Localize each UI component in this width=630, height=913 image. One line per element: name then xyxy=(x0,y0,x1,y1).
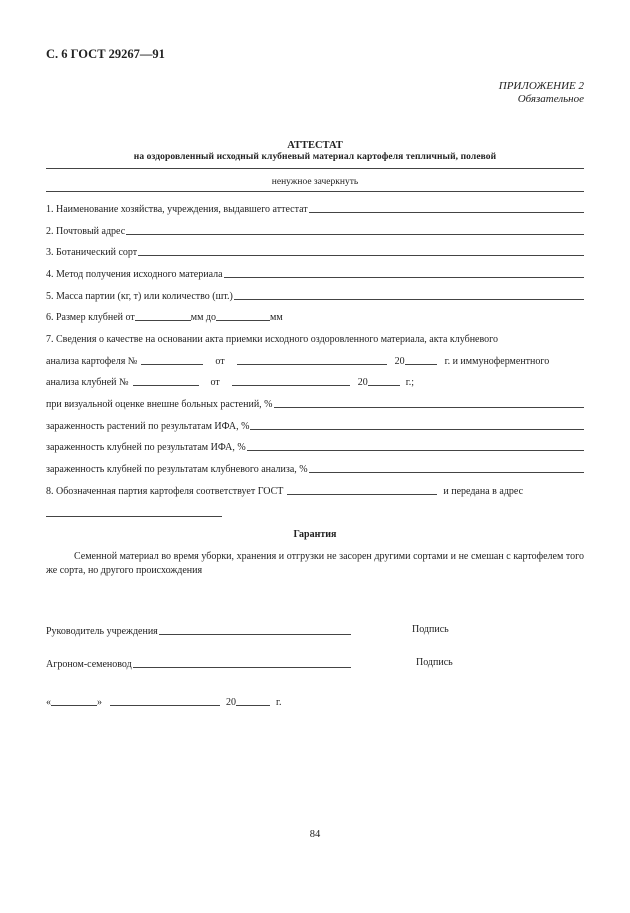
signature-head-label: Руководитель учреждения xyxy=(46,626,158,637)
analysis-number-blank[interactable] xyxy=(133,385,199,386)
field-method[interactable] xyxy=(46,266,584,280)
field-variety[interactable] xyxy=(46,244,584,258)
date-year-label: 20 xyxy=(226,697,236,708)
field-issuer-blank[interactable] xyxy=(309,212,584,213)
signature-head-caption: Подпись xyxy=(412,624,449,635)
signature-agronomist[interactable] xyxy=(46,656,351,670)
act-date-label: от xyxy=(215,356,225,367)
field-mass-label: 5. Масса партии (кг, т) или количество (шт.) xyxy=(46,291,233,302)
field-gost-blank[interactable] xyxy=(287,494,437,495)
analysis-date-label: от xyxy=(210,377,220,388)
field-size[interactable] xyxy=(46,309,584,323)
page-number: 84 xyxy=(309,829,321,840)
field-variety-label: 3. Ботанический сорт xyxy=(46,247,138,258)
field-size-to-label: мм до xyxy=(190,312,217,323)
field-method-label: 4. Метод получения исходного материала xyxy=(46,269,223,280)
field-ifa-tubers-label: зараженность клубней по результатам ИФА, % xyxy=(46,442,246,453)
analysis-year-blank[interactable] xyxy=(368,385,400,386)
strike-note: ненужное зачеркнуть xyxy=(271,177,359,187)
signature-agronomist-blank[interactable] xyxy=(133,667,351,668)
field-address-label: 2. Почтовый адрес xyxy=(46,226,126,237)
certificate-subtitle: на оздоровленный исходный клубневый материал картофеля тепличный, полевой xyxy=(133,152,497,162)
field-gost-suffix: и передана в адрес xyxy=(443,486,524,497)
guarantee-heading: Гарантия xyxy=(293,529,337,540)
field-ifa-plants-blank[interactable] xyxy=(250,429,584,430)
field-ifa-plants[interactable] xyxy=(46,418,584,432)
field-quality-act[interactable] xyxy=(46,353,584,367)
field-mass[interactable] xyxy=(46,288,584,302)
date-line[interactable] xyxy=(46,694,584,708)
field-tuber-analysis-blank[interactable] xyxy=(309,472,584,473)
field-method-blank[interactable] xyxy=(224,277,584,278)
date-year-suffix: г. xyxy=(276,697,282,708)
field-address-blank[interactable] xyxy=(126,234,584,235)
date-month-blank[interactable] xyxy=(110,705,220,706)
date-year-blank[interactable] xyxy=(236,705,270,706)
field-mass-blank[interactable] xyxy=(234,299,584,300)
analysis-year-suffix: г.; xyxy=(405,377,415,388)
field-issuer[interactable] xyxy=(46,201,584,215)
act-number-label: анализа картофеля № xyxy=(46,356,138,367)
field-size-from-blank[interactable] xyxy=(135,320,191,321)
field-visual-label: при визуальной оценке внешне больных растений, % xyxy=(46,399,273,410)
field-gost-label: 8. Обозначенная партия картофеля соответствует ГОСТ xyxy=(46,486,284,497)
field-ifa-plants-label: зараженность растений по результатам ИФА, % xyxy=(46,421,250,432)
field-size-label: 6. Размер клубней от xyxy=(46,312,135,323)
field-tuber-analysis[interactable] xyxy=(46,461,584,475)
field-gost[interactable] xyxy=(46,483,584,497)
appendix-label xyxy=(499,80,584,106)
guarantee-text: Семенной материал во время уборки, хранения и отгрузки не засорен другими сортами и не смешан с картофелем того же сорта, но другого происхождения xyxy=(46,551,584,576)
field-size-unit: мм xyxy=(270,312,283,323)
appendix-status: Обязательное xyxy=(517,93,584,105)
field-variety-blank[interactable] xyxy=(138,255,584,256)
analysis-year-label: 20 xyxy=(357,377,368,388)
field-quality-label: 7. Сведения о качестве на основании акта приемки исходного оздоровленного материала, акта клубневого xyxy=(46,334,498,345)
act-number-blank[interactable] xyxy=(141,364,203,365)
field-quality xyxy=(46,331,584,345)
subtitle-rule xyxy=(46,168,584,169)
signature-agronomist-label: Агроном-семеновод xyxy=(46,659,132,670)
field-ifa-tubers[interactable] xyxy=(46,439,584,453)
date-open-quote: « xyxy=(46,697,51,708)
field-visual[interactable] xyxy=(46,396,584,410)
field-quality-analysis[interactable] xyxy=(46,374,584,388)
field-recipient[interactable] xyxy=(46,505,222,519)
field-tuber-analysis-label: зараженность клубней по результатам клубневого анализа, % xyxy=(46,464,308,475)
field-ifa-tubers-blank[interactable] xyxy=(247,450,584,451)
strike-rule xyxy=(46,191,584,192)
field-size-to-blank[interactable] xyxy=(216,320,270,321)
field-issuer-label: 1. Наименование хозяйства, учреждения, выдавшего аттестат xyxy=(46,204,308,215)
field-visual-blank[interactable] xyxy=(274,407,584,408)
date-day-blank[interactable] xyxy=(51,705,97,706)
date-close-quote: » xyxy=(97,697,102,708)
signature-head[interactable] xyxy=(46,623,351,637)
field-recipient-blank[interactable] xyxy=(46,516,222,517)
act-year-suffix: г. и иммуноферментного xyxy=(444,356,550,367)
signature-head-blank[interactable] xyxy=(159,634,351,635)
certificate-title: АТТЕСТАТ xyxy=(287,140,343,151)
act-date-blank[interactable] xyxy=(237,364,387,365)
analysis-date-blank[interactable] xyxy=(232,385,350,386)
appendix-number: ПРИЛОЖЕНИЕ 2 xyxy=(498,80,584,92)
analysis-number-label: анализа клубней № xyxy=(46,377,129,388)
field-address[interactable] xyxy=(46,223,584,237)
act-year-label: 20 xyxy=(394,356,405,367)
act-year-blank[interactable] xyxy=(405,364,437,365)
document-header: С. 6 ГОСТ 29267—91 xyxy=(46,47,165,61)
signature-agronomist-caption: Подпись xyxy=(416,657,453,668)
